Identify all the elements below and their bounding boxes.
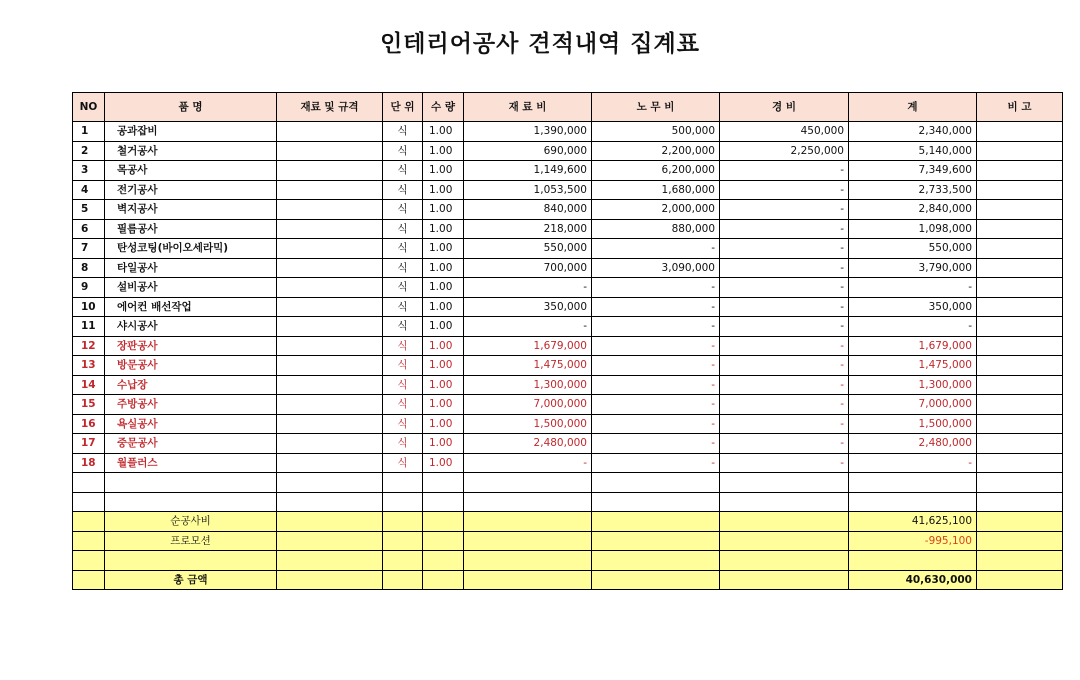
table-row <box>73 219 1063 239</box>
item-material-cost: 218,000 <box>464 219 592 239</box>
item-note <box>977 180 1063 200</box>
item-qty: 1.00 <box>423 180 464 200</box>
promotion-total: -995,100 <box>849 531 977 551</box>
header-name: 품 명 <box>105 93 277 122</box>
item-note <box>977 161 1063 181</box>
header-material: 재 료 비 <box>464 93 592 122</box>
header-row <box>73 93 1063 122</box>
table-row <box>73 414 1063 434</box>
item-total: 350,000 <box>849 297 977 317</box>
table-row <box>73 336 1063 356</box>
table-row <box>73 122 1063 142</box>
item-spec <box>277 453 383 473</box>
empty-cell <box>720 551 849 571</box>
empty-row <box>73 492 1063 512</box>
item-material-cost: 350,000 <box>464 297 592 317</box>
item-name: 철거공사 <box>105 141 277 161</box>
item-no: 15 <box>73 395 105 415</box>
empty-cell <box>277 531 383 551</box>
item-note <box>977 414 1063 434</box>
header-note: 비 고 <box>977 93 1063 122</box>
item-expense: 450,000 <box>720 122 849 142</box>
empty-cell <box>592 570 720 590</box>
item-name: 장판공사 <box>105 336 277 356</box>
item-qty: 1.00 <box>423 453 464 473</box>
item-unit: 식 <box>383 453 423 473</box>
item-total: 1,679,000 <box>849 336 977 356</box>
table-row <box>73 278 1063 298</box>
item-labor-cost: 3,090,000 <box>592 258 720 278</box>
empty-cell <box>464 512 592 532</box>
item-spec <box>277 414 383 434</box>
item-no: 11 <box>73 317 105 337</box>
empty-cell <box>849 492 977 512</box>
empty-cell <box>592 492 720 512</box>
item-expense: - <box>720 239 849 259</box>
empty-cell <box>464 551 592 571</box>
empty-cell <box>105 473 277 493</box>
item-expense: - <box>720 297 849 317</box>
item-qty: 1.00 <box>423 161 464 181</box>
item-spec <box>277 317 383 337</box>
item-total: 1,500,000 <box>849 414 977 434</box>
item-spec <box>277 219 383 239</box>
empty-cell <box>383 531 423 551</box>
item-total: 1,098,000 <box>849 219 977 239</box>
item-material-cost: 1,149,600 <box>464 161 592 181</box>
item-expense: - <box>720 258 849 278</box>
item-unit: 식 <box>383 434 423 454</box>
table-row <box>73 434 1063 454</box>
table-row <box>73 375 1063 395</box>
empty-cell <box>464 473 592 493</box>
empty-cell <box>105 551 277 571</box>
item-no: 5 <box>73 200 105 220</box>
item-qty: 1.00 <box>423 414 464 434</box>
item-expense: - <box>720 317 849 337</box>
item-material-cost: 1,390,000 <box>464 122 592 142</box>
item-qty: 1.00 <box>423 375 464 395</box>
empty-cell <box>464 492 592 512</box>
item-unit: 식 <box>383 356 423 376</box>
item-labor-cost: - <box>592 278 720 298</box>
empty-cell <box>977 473 1063 493</box>
item-expense: - <box>720 180 849 200</box>
item-material-cost: 550,000 <box>464 239 592 259</box>
item-total: 1,475,000 <box>849 356 977 376</box>
header-total: 계 <box>849 93 977 122</box>
item-total: 3,790,000 <box>849 258 977 278</box>
item-note <box>977 219 1063 239</box>
item-labor-cost: 500,000 <box>592 122 720 142</box>
item-material-cost: 700,000 <box>464 258 592 278</box>
empty-cell <box>277 473 383 493</box>
item-spec <box>277 180 383 200</box>
empty-cell <box>720 492 849 512</box>
item-expense: - <box>720 453 849 473</box>
item-total: 2,733,500 <box>849 180 977 200</box>
item-name: 탄성코팅(바이오세라믹) <box>105 239 277 259</box>
item-labor-cost: 2,200,000 <box>592 141 720 161</box>
empty-row <box>73 473 1063 493</box>
table-row <box>73 297 1063 317</box>
item-note <box>977 317 1063 337</box>
item-spec <box>277 200 383 220</box>
item-labor-cost: 1,680,000 <box>592 180 720 200</box>
item-spec <box>277 141 383 161</box>
item-unit: 식 <box>383 297 423 317</box>
item-material-cost: 2,480,000 <box>464 434 592 454</box>
table-row <box>73 395 1063 415</box>
promotion-row <box>73 531 1063 551</box>
item-no: 13 <box>73 356 105 376</box>
item-name: 중문공사 <box>105 434 277 454</box>
item-unit: 식 <box>383 239 423 259</box>
table-row <box>73 200 1063 220</box>
table-row <box>73 453 1063 473</box>
item-unit: 식 <box>383 317 423 337</box>
item-labor-cost: 2,000,000 <box>592 200 720 220</box>
item-note <box>977 122 1063 142</box>
empty-cell <box>977 531 1063 551</box>
item-no: 8 <box>73 258 105 278</box>
item-labor-cost: - <box>592 434 720 454</box>
item-unit: 식 <box>383 200 423 220</box>
item-note <box>977 434 1063 454</box>
item-name: 전기공사 <box>105 180 277 200</box>
blank-summary-row <box>73 551 1063 571</box>
empty-cell <box>73 570 105 590</box>
grand-total-value: 40,630,000 <box>849 570 977 590</box>
item-qty: 1.00 <box>423 219 464 239</box>
item-qty: 1.00 <box>423 200 464 220</box>
item-spec <box>277 258 383 278</box>
item-unit: 식 <box>383 141 423 161</box>
table-row <box>73 239 1063 259</box>
item-qty: 1.00 <box>423 395 464 415</box>
item-spec <box>277 434 383 454</box>
item-no: 17 <box>73 434 105 454</box>
item-no: 6 <box>73 219 105 239</box>
item-labor-cost: - <box>592 414 720 434</box>
item-expense: - <box>720 375 849 395</box>
item-qty: 1.00 <box>423 297 464 317</box>
page-title: 인테리어공사 견적내역 집계표 <box>380 31 700 57</box>
item-expense: - <box>720 200 849 220</box>
empty-cell <box>277 570 383 590</box>
empty-cell <box>592 512 720 532</box>
item-material-cost: - <box>464 278 592 298</box>
item-no: 12 <box>73 336 105 356</box>
empty-cell <box>277 492 383 512</box>
item-expense: - <box>720 219 849 239</box>
item-note <box>977 395 1063 415</box>
item-material-cost: 1,475,000 <box>464 356 592 376</box>
empty-cell <box>720 531 849 551</box>
item-note <box>977 278 1063 298</box>
empty-cell <box>592 531 720 551</box>
item-material-cost: 1,300,000 <box>464 375 592 395</box>
empty-cell <box>383 551 423 571</box>
item-no: 14 <box>73 375 105 395</box>
item-expense: - <box>720 278 849 298</box>
empty-cell <box>720 512 849 532</box>
item-note <box>977 141 1063 161</box>
item-material-cost: 840,000 <box>464 200 592 220</box>
item-no: 2 <box>73 141 105 161</box>
item-name: 월플러스 <box>105 453 277 473</box>
item-spec <box>277 239 383 259</box>
item-note <box>977 200 1063 220</box>
item-unit: 식 <box>383 395 423 415</box>
item-unit: 식 <box>383 414 423 434</box>
item-material-cost: 1,500,000 <box>464 414 592 434</box>
table-row <box>73 317 1063 337</box>
header-qty: 수 량 <box>423 93 464 122</box>
item-labor-cost: 880,000 <box>592 219 720 239</box>
item-no: 4 <box>73 180 105 200</box>
item-material-cost: - <box>464 453 592 473</box>
empty-cell <box>592 551 720 571</box>
item-note <box>977 356 1063 376</box>
estimate-table <box>72 92 1063 590</box>
item-name: 벽지공사 <box>105 200 277 220</box>
item-no: 1 <box>73 122 105 142</box>
empty-cell <box>592 473 720 493</box>
item-expense: - <box>720 414 849 434</box>
item-name: 에어컨 배선작업 <box>105 297 277 317</box>
item-unit: 식 <box>383 375 423 395</box>
item-qty: 1.00 <box>423 278 464 298</box>
item-spec <box>277 297 383 317</box>
item-name: 욕실공사 <box>105 414 277 434</box>
item-total: 7,000,000 <box>849 395 977 415</box>
item-labor-cost: - <box>592 356 720 376</box>
empty-cell <box>383 512 423 532</box>
empty-cell <box>73 512 105 532</box>
item-qty: 1.00 <box>423 141 464 161</box>
item-qty: 1.00 <box>423 356 464 376</box>
item-total: 2,340,000 <box>849 122 977 142</box>
item-qty: 1.00 <box>423 258 464 278</box>
grand-total-label: 총 금액 <box>105 570 277 590</box>
item-unit: 식 <box>383 122 423 142</box>
item-note <box>977 336 1063 356</box>
item-material-cost: 690,000 <box>464 141 592 161</box>
empty-cell <box>423 512 464 532</box>
empty-cell <box>383 492 423 512</box>
item-expense: - <box>720 395 849 415</box>
header-labor: 노 무 비 <box>592 93 720 122</box>
empty-cell <box>277 551 383 571</box>
empty-cell <box>423 531 464 551</box>
net-cost-total: 41,625,100 <box>849 512 977 532</box>
item-total: - <box>849 278 977 298</box>
empty-cell <box>977 551 1063 571</box>
item-total: 7,349,600 <box>849 161 977 181</box>
item-total: 1,300,000 <box>849 375 977 395</box>
empty-cell <box>73 473 105 493</box>
empty-cell <box>383 473 423 493</box>
empty-cell <box>464 531 592 551</box>
empty-cell <box>105 492 277 512</box>
empty-cell <box>977 570 1063 590</box>
empty-cell <box>423 551 464 571</box>
item-name: 주방공사 <box>105 395 277 415</box>
item-no: 7 <box>73 239 105 259</box>
item-labor-cost: - <box>592 297 720 317</box>
empty-cell <box>423 473 464 493</box>
empty-cell <box>383 570 423 590</box>
item-spec <box>277 336 383 356</box>
empty-cell <box>423 570 464 590</box>
item-qty: 1.00 <box>423 122 464 142</box>
item-spec <box>277 375 383 395</box>
item-note <box>977 375 1063 395</box>
empty-cell <box>277 512 383 532</box>
header-expense: 경 비 <box>720 93 849 122</box>
item-name: 목공사 <box>105 161 277 181</box>
item-name: 타일공사 <box>105 258 277 278</box>
empty-cell <box>423 492 464 512</box>
item-name: 설비공사 <box>105 278 277 298</box>
item-unit: 식 <box>383 180 423 200</box>
item-labor-cost: - <box>592 239 720 259</box>
item-spec <box>277 161 383 181</box>
table-row <box>73 258 1063 278</box>
item-labor-cost: - <box>592 453 720 473</box>
table-row <box>73 141 1063 161</box>
grand-total-row <box>73 570 1063 590</box>
item-labor-cost: - <box>592 395 720 415</box>
empty-cell <box>849 473 977 493</box>
item-total: 2,480,000 <box>849 434 977 454</box>
empty-cell <box>720 473 849 493</box>
item-labor-cost: 6,200,000 <box>592 161 720 181</box>
item-spec <box>277 278 383 298</box>
item-unit: 식 <box>383 258 423 278</box>
item-expense: - <box>720 356 849 376</box>
promotion-label: 프로모션 <box>105 531 277 551</box>
table-row <box>73 180 1063 200</box>
item-labor-cost: - <box>592 375 720 395</box>
item-name: 샤시공사 <box>105 317 277 337</box>
item-spec <box>277 356 383 376</box>
item-no: 10 <box>73 297 105 317</box>
item-qty: 1.00 <box>423 434 464 454</box>
item-labor-cost: - <box>592 336 720 356</box>
item-total: - <box>849 453 977 473</box>
item-note <box>977 453 1063 473</box>
item-material-cost: 7,000,000 <box>464 395 592 415</box>
item-unit: 식 <box>383 219 423 239</box>
item-material-cost: 1,679,000 <box>464 336 592 356</box>
header-no: NO <box>73 93 105 122</box>
item-expense: - <box>720 161 849 181</box>
header-unit: 단 위 <box>383 93 423 122</box>
table-row <box>73 161 1063 181</box>
empty-cell <box>720 570 849 590</box>
net-cost-label: 순공사비 <box>105 512 277 532</box>
item-qty: 1.00 <box>423 239 464 259</box>
item-note <box>977 297 1063 317</box>
table-row <box>73 356 1063 376</box>
item-spec <box>277 122 383 142</box>
item-no: 18 <box>73 453 105 473</box>
item-qty: 1.00 <box>423 317 464 337</box>
header-spec: 재료 및 규격 <box>277 93 383 122</box>
item-unit: 식 <box>383 161 423 181</box>
item-unit: 식 <box>383 336 423 356</box>
item-no: 16 <box>73 414 105 434</box>
item-name: 방문공사 <box>105 356 277 376</box>
item-material-cost: 1,053,500 <box>464 180 592 200</box>
empty-cell <box>73 551 105 571</box>
item-no: 9 <box>73 278 105 298</box>
empty-cell <box>73 531 105 551</box>
empty-cell <box>977 492 1063 512</box>
item-total: 550,000 <box>849 239 977 259</box>
item-labor-cost: - <box>592 317 720 337</box>
item-name: 수납장 <box>105 375 277 395</box>
empty-cell <box>464 570 592 590</box>
item-unit: 식 <box>383 278 423 298</box>
item-no: 3 <box>73 161 105 181</box>
item-spec <box>277 395 383 415</box>
empty-cell <box>977 512 1063 532</box>
item-material-cost: - <box>464 317 592 337</box>
item-expense: - <box>720 434 849 454</box>
net-cost-row <box>73 512 1063 532</box>
item-note <box>977 239 1063 259</box>
empty-cell <box>849 551 977 571</box>
empty-cell <box>73 492 105 512</box>
item-qty: 1.00 <box>423 336 464 356</box>
item-note <box>977 258 1063 278</box>
item-expense: - <box>720 336 849 356</box>
item-total: 5,140,000 <box>849 141 977 161</box>
item-expense: 2,250,000 <box>720 141 849 161</box>
item-name: 필름공사 <box>105 219 277 239</box>
item-name: 공과잡비 <box>105 122 277 142</box>
item-total: - <box>849 317 977 337</box>
item-total: 2,840,000 <box>849 200 977 220</box>
